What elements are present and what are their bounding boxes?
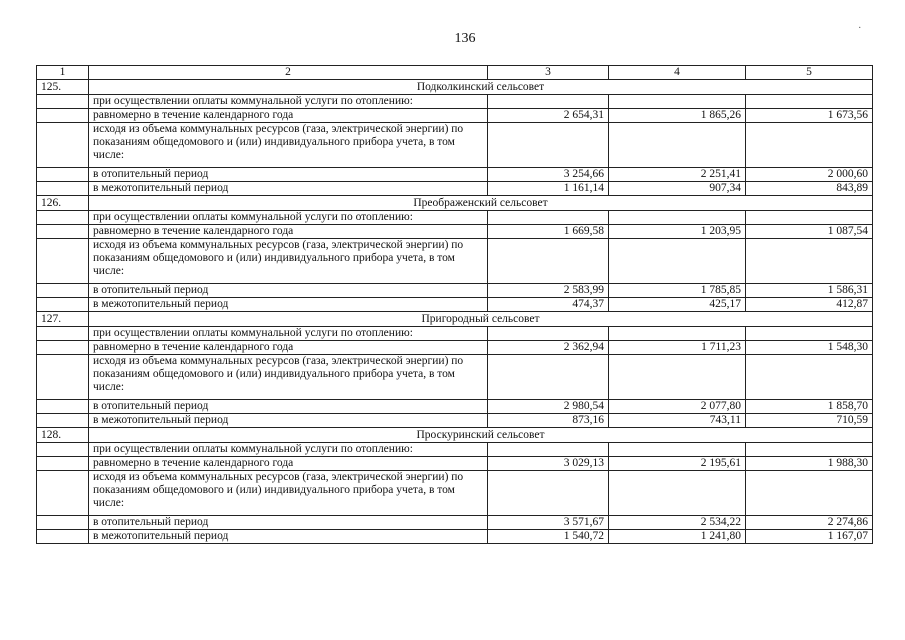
value-col-5: 1 858,70 — [746, 400, 873, 414]
section-title: Подколкинский сельсовет — [89, 80, 873, 95]
value-col-5: 1 586,31 — [746, 284, 873, 298]
index-cell — [37, 414, 89, 428]
value-col-4: 907,34 — [609, 182, 746, 196]
section-index: 125. — [37, 80, 89, 95]
value-col-5: 1 988,30 — [746, 457, 873, 471]
value-col-5 — [746, 443, 873, 457]
value-col-4: 2 251,41 — [609, 168, 746, 182]
row-label: в отопительный период — [89, 400, 488, 414]
index-cell — [37, 168, 89, 182]
value-col-4: 2 077,80 — [609, 400, 746, 414]
table-row — [37, 400, 873, 414]
value-col-5: 843,89 — [746, 182, 873, 196]
value-col-5 — [746, 211, 873, 225]
value-col-4 — [609, 327, 746, 341]
value-col-3 — [488, 95, 609, 109]
value-col-4 — [609, 239, 746, 284]
value-col-5: 1 167,07 — [746, 530, 873, 544]
index-cell — [37, 123, 89, 168]
index-cell — [37, 355, 89, 400]
index-cell — [37, 443, 89, 457]
column-number-row — [37, 66, 873, 80]
value-col-4 — [609, 443, 746, 457]
row-label: при осуществлении оплаты коммунальной услуги по отоплению: — [89, 211, 488, 225]
table-row — [37, 516, 873, 530]
section-title: Пригородный сельсовет — [89, 312, 873, 327]
section-title: Проскуринский сельсовет — [89, 428, 873, 443]
value-col-5 — [746, 239, 873, 284]
value-col-5: 2 000,60 — [746, 168, 873, 182]
table-row — [37, 471, 873, 516]
value-col-4: 425,17 — [609, 298, 746, 312]
table-row — [37, 414, 873, 428]
row-label: в межотопительный период — [89, 414, 488, 428]
index-cell — [37, 341, 89, 355]
value-col-3: 1 669,58 — [488, 225, 609, 239]
table-row — [37, 168, 873, 182]
value-col-4: 2 195,61 — [609, 457, 746, 471]
value-col-4: 1 241,80 — [609, 530, 746, 544]
table-row — [37, 355, 873, 400]
index-cell — [37, 182, 89, 196]
index-cell — [37, 400, 89, 414]
index-cell — [37, 239, 89, 284]
table-row — [37, 284, 873, 298]
section-index: 128. — [37, 428, 89, 443]
value-col-5: 412,87 — [746, 298, 873, 312]
row-label: в отопительный период — [89, 284, 488, 298]
row-label: при осуществлении оплаты коммунальной услуги по отоплению: — [89, 327, 488, 341]
page-number: 136 — [454, 31, 476, 46]
value-col-4: 1 785,85 — [609, 284, 746, 298]
value-col-5: 1 548,30 — [746, 341, 873, 355]
row-label: в межотопительный период — [89, 298, 488, 312]
value-col-3 — [488, 471, 609, 516]
value-col-3 — [488, 211, 609, 225]
value-col-3: 1 161,14 — [488, 182, 609, 196]
value-col-4 — [609, 95, 746, 109]
row-label: в межотопительный период — [89, 530, 488, 544]
value-col-3 — [488, 123, 609, 168]
row-label: исходя из объема коммунальных ресурсов (газа, электрической энергии) по показаниям общедомового и (или) индивидуального прибора учета, в том числе: — [89, 123, 488, 168]
table-row — [37, 225, 873, 239]
row-label: исходя из объема коммунальных ресурсов (газа, электрической энергии) по показаниям общедомового и (или) индивидуального прибора учета, в том числе: — [89, 471, 488, 516]
column-number-3: 3 — [488, 66, 609, 80]
section-header-row — [37, 196, 873, 211]
index-cell — [37, 327, 89, 341]
section-header-row — [37, 428, 873, 443]
value-col-3: 3 571,67 — [488, 516, 609, 530]
value-col-3 — [488, 239, 609, 284]
value-col-4 — [609, 211, 746, 225]
row-label: равномерно в течение календарного года — [89, 225, 488, 239]
row-label: при осуществлении оплаты коммунальной услуги по отоплению: — [89, 95, 488, 109]
row-label: в отопительный период — [89, 168, 488, 182]
index-cell — [37, 457, 89, 471]
value-col-5: 1 673,56 — [746, 109, 873, 123]
value-col-5 — [746, 327, 873, 341]
table-row — [37, 443, 873, 457]
section-title: Преображенский сельсовет — [89, 196, 873, 211]
value-col-4: 1 865,26 — [609, 109, 746, 123]
section-header-row — [37, 80, 873, 95]
table-row — [37, 182, 873, 196]
value-col-5: 2 274,86 — [746, 516, 873, 530]
value-col-3: 3 254,66 — [488, 168, 609, 182]
table-row — [37, 341, 873, 355]
value-col-5 — [746, 95, 873, 109]
table-row — [37, 530, 873, 544]
row-label: при осуществлении оплаты коммунальной услуги по отоплению: — [89, 443, 488, 457]
row-label: исходя из объема коммунальных ресурсов (газа, электрической энергии) по показаниям общедомового и (или) индивидуального прибора учета, в том числе: — [89, 239, 488, 284]
tariff-table — [36, 65, 873, 544]
row-label: исходя из объема коммунальных ресурсов (газа, электрической энергии) по показаниям общедомового и (или) индивидуального прибора учета, в том числе: — [89, 355, 488, 400]
index-cell — [37, 471, 89, 516]
column-number-1: 1 — [37, 66, 89, 80]
value-col-5 — [746, 355, 873, 400]
value-col-3: 2 980,54 — [488, 400, 609, 414]
value-col-5 — [746, 471, 873, 516]
table-row — [37, 239, 873, 284]
value-col-5: 1 087,54 — [746, 225, 873, 239]
value-col-3: 3 029,13 — [488, 457, 609, 471]
column-number-2: 2 — [89, 66, 488, 80]
index-cell — [37, 530, 89, 544]
column-number-5: 5 — [746, 66, 873, 80]
value-col-3 — [488, 355, 609, 400]
value-col-3: 2 654,31 — [488, 109, 609, 123]
row-label: в межотопительный период — [89, 182, 488, 196]
table-row — [37, 298, 873, 312]
value-col-3 — [488, 327, 609, 341]
table-row — [37, 327, 873, 341]
index-cell — [37, 298, 89, 312]
corner-mark: . — [858, 20, 861, 31]
value-col-3: 1 540,72 — [488, 530, 609, 544]
section-header-row — [37, 312, 873, 327]
tariff-table-body — [37, 66, 873, 544]
index-cell — [37, 95, 89, 109]
value-col-4: 743,11 — [609, 414, 746, 428]
value-col-3 — [488, 443, 609, 457]
value-col-4: 2 534,22 — [609, 516, 746, 530]
value-col-3: 2 583,99 — [488, 284, 609, 298]
index-cell — [37, 109, 89, 123]
table-row — [37, 109, 873, 123]
value-col-3: 873,16 — [488, 414, 609, 428]
table-row — [37, 123, 873, 168]
row-label: равномерно в течение календарного года — [89, 341, 488, 355]
value-col-3: 2 362,94 — [488, 341, 609, 355]
value-col-5 — [746, 123, 873, 168]
value-col-4 — [609, 123, 746, 168]
column-number-4: 4 — [609, 66, 746, 80]
section-index: 126. — [37, 196, 89, 211]
table-row — [37, 211, 873, 225]
index-cell — [37, 211, 89, 225]
section-index: 127. — [37, 312, 89, 327]
table-row — [37, 95, 873, 109]
index-cell — [37, 225, 89, 239]
value-col-4 — [609, 471, 746, 516]
value-col-4: 1 711,23 — [609, 341, 746, 355]
index-cell — [37, 516, 89, 530]
value-col-3: 474,37 — [488, 298, 609, 312]
value-col-5: 710,59 — [746, 414, 873, 428]
value-col-4 — [609, 355, 746, 400]
table-row — [37, 457, 873, 471]
index-cell — [37, 284, 89, 298]
row-label: в отопительный период — [89, 516, 488, 530]
row-label: равномерно в течение календарного года — [89, 109, 488, 123]
row-label: равномерно в течение календарного года — [89, 457, 488, 471]
value-col-4: 1 203,95 — [609, 225, 746, 239]
